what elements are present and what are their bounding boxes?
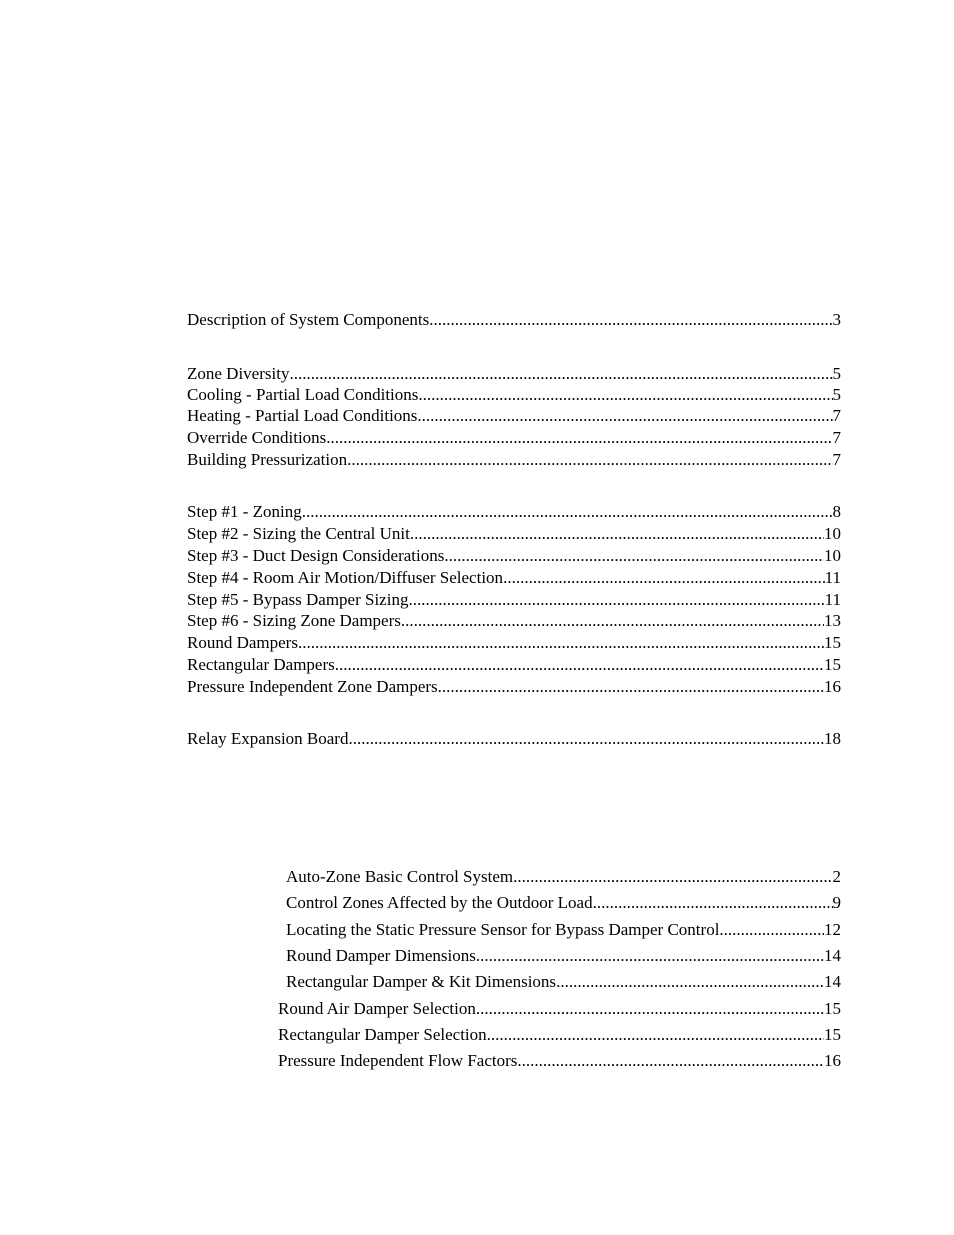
toc-entry-title: Rectangular Dampers bbox=[187, 655, 335, 674]
toc-entry-title: Step #5 - Bypass Damper Sizing bbox=[187, 590, 409, 609]
dot-leader bbox=[719, 919, 824, 941]
toc-entry-page: 7 bbox=[832, 450, 841, 469]
dot-leader bbox=[298, 632, 824, 654]
dot-leader bbox=[335, 654, 824, 676]
toc-entry[interactable] bbox=[187, 384, 841, 406]
toc-entry-title: Cooling - Partial Load Conditions bbox=[187, 385, 419, 404]
dot-leader bbox=[503, 567, 825, 589]
toc-entry[interactable] bbox=[187, 309, 841, 331]
figure-entry[interactable] bbox=[286, 919, 841, 941]
table-entry[interactable] bbox=[278, 998, 841, 1020]
toc-entry[interactable] bbox=[187, 501, 841, 523]
toc-entry-title: Step #4 - Room Air Motion/Diffuser Selection bbox=[187, 568, 504, 587]
toc-entry-page: 10 bbox=[824, 524, 841, 543]
dot-leader bbox=[410, 523, 824, 545]
dot-leader bbox=[418, 384, 832, 406]
toc-entry-title: Description of System Components bbox=[187, 310, 430, 329]
dot-leader bbox=[438, 676, 824, 698]
dot-leader bbox=[408, 589, 824, 611]
toc-entry[interactable] bbox=[187, 363, 841, 385]
toc-entry-page: 15 bbox=[824, 633, 841, 652]
toc-entry-title: Pressure Independent Zone Dampers bbox=[187, 677, 438, 696]
toc-entry[interactable] bbox=[187, 589, 841, 611]
toc-entry-page: 11 bbox=[824, 590, 841, 609]
figure-entry-title: Locating the Static Pressure Sensor for Bypass Damper Control bbox=[286, 920, 720, 939]
dot-leader bbox=[429, 309, 832, 331]
toc-entry-page: 18 bbox=[824, 729, 841, 748]
toc-entry[interactable] bbox=[187, 728, 841, 750]
toc-entry-title: Heating - Partial Load Conditions bbox=[187, 406, 418, 425]
toc-entry-page: 13 bbox=[824, 611, 841, 630]
dot-leader bbox=[401, 610, 824, 632]
toc-entry-page: 7 bbox=[832, 428, 841, 447]
toc-entry-page: 11 bbox=[824, 568, 841, 587]
table-entry-page: 15 bbox=[824, 999, 841, 1018]
toc-entry-page: 15 bbox=[824, 655, 841, 674]
toc-entry-page: 3 bbox=[832, 310, 841, 329]
toc-entry-page: 5 bbox=[832, 385, 841, 404]
toc-entry-page: 10 bbox=[824, 546, 841, 565]
figure-entry[interactable] bbox=[286, 866, 841, 888]
dot-leader bbox=[476, 945, 824, 967]
toc-entry-title: Zone Diversity bbox=[187, 364, 290, 383]
toc-entry-title: Step #6 - Sizing Zone Dampers bbox=[187, 611, 401, 630]
dot-leader bbox=[417, 405, 832, 427]
figure-entry-title: Rectangular Damper & Kit Dimensions bbox=[286, 972, 557, 991]
toc-entry[interactable] bbox=[187, 449, 841, 471]
toc-entry[interactable] bbox=[187, 545, 841, 567]
toc-entry[interactable] bbox=[187, 654, 841, 676]
toc-entry-title: Building Pressurization bbox=[187, 450, 348, 469]
table-entry[interactable] bbox=[278, 1024, 841, 1046]
dot-leader bbox=[326, 427, 832, 449]
toc-entry-title: Step #3 - Duct Design Considerations bbox=[187, 546, 445, 565]
toc-entry[interactable] bbox=[187, 405, 841, 427]
toc-entry-title: Step #1 - Zoning bbox=[187, 502, 302, 521]
figure-entry[interactable] bbox=[286, 971, 841, 993]
toc-entry[interactable] bbox=[187, 427, 841, 449]
toc-entry[interactable] bbox=[187, 632, 841, 654]
toc-entry[interactable] bbox=[187, 676, 841, 698]
figure-entry-page: 14 bbox=[824, 946, 841, 965]
toc-entry-page: 5 bbox=[832, 364, 841, 383]
toc-entry-title: Relay Expansion Board bbox=[187, 729, 349, 748]
figure-entry-page: 14 bbox=[824, 972, 841, 991]
table-entry-page: 16 bbox=[824, 1051, 841, 1070]
table-entry-title: Rectangular Damper Selection bbox=[278, 1025, 487, 1044]
toc-entry-page: 7 bbox=[832, 406, 841, 425]
table-entry[interactable] bbox=[278, 1050, 841, 1072]
toc-entry-title: Step #2 - Sizing the Central Unit bbox=[187, 524, 410, 543]
figure-entry-page: 9 bbox=[832, 893, 841, 912]
dot-leader bbox=[487, 1024, 824, 1046]
toc-entry[interactable] bbox=[187, 523, 841, 545]
table-entry-title: Pressure Independent Flow Factors bbox=[278, 1051, 518, 1070]
toc-entry-page: 8 bbox=[832, 502, 841, 521]
toc-entry[interactable] bbox=[187, 567, 841, 589]
figure-entry[interactable] bbox=[286, 892, 841, 914]
dot-leader bbox=[347, 449, 832, 471]
toc-entry-title: Override Conditions bbox=[187, 428, 327, 447]
dot-leader bbox=[444, 545, 824, 567]
figure-entry-page: 2 bbox=[832, 867, 841, 886]
dot-leader bbox=[348, 728, 824, 750]
dot-leader bbox=[593, 892, 833, 914]
figure-entry-title: Auto-Zone Basic Control System bbox=[286, 867, 514, 886]
toc-entry-page: 16 bbox=[824, 677, 841, 696]
dot-leader bbox=[517, 1050, 824, 1072]
dot-leader bbox=[476, 998, 824, 1020]
table-entry-page: 15 bbox=[824, 1025, 841, 1044]
toc-entry-title: Round Dampers bbox=[187, 633, 298, 652]
figure-entry[interactable] bbox=[286, 945, 841, 967]
dot-leader bbox=[302, 501, 833, 523]
dot-leader bbox=[513, 866, 832, 888]
dot-leader bbox=[556, 971, 824, 993]
toc-entry[interactable] bbox=[187, 610, 841, 632]
dot-leader bbox=[289, 363, 832, 385]
figure-entry-title: Control Zones Affected by the Outdoor Load bbox=[286, 893, 593, 912]
figure-entry-title: Round Damper Dimensions bbox=[286, 946, 476, 965]
figure-entry-page: 12 bbox=[824, 920, 841, 939]
table-entry-title: Round Air Damper Selection bbox=[278, 999, 476, 1018]
